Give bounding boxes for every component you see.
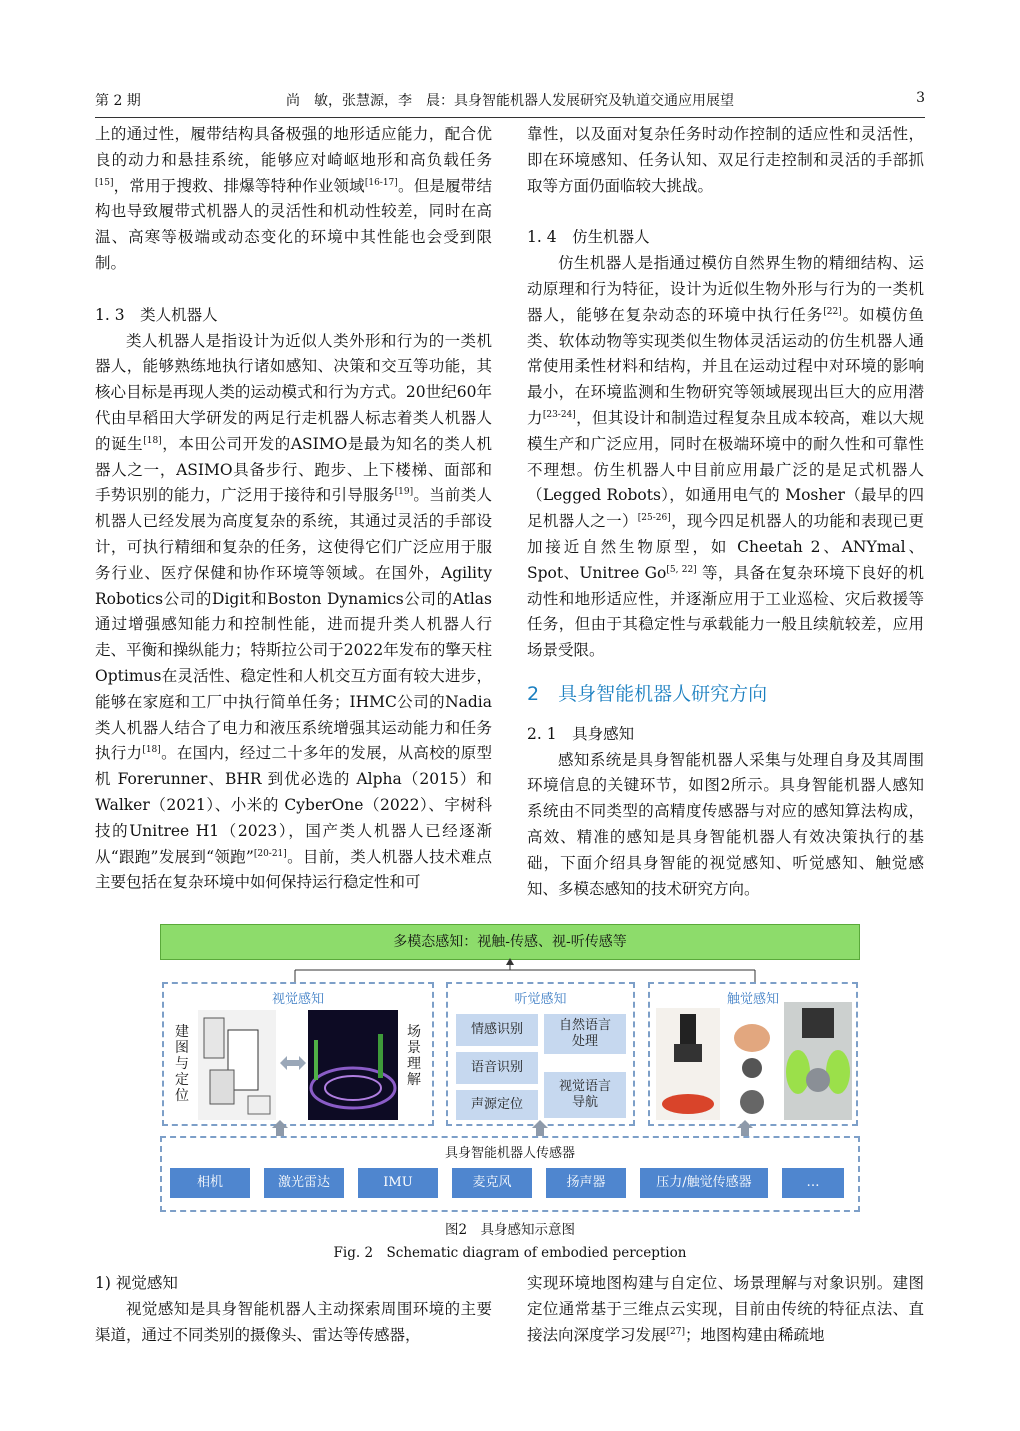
- sensor-box: 压力/触觉传感器: [640, 1168, 768, 1198]
- sensor-box: 激光雷达: [264, 1168, 344, 1198]
- subheading: 1) 视觉感知: [95, 1274, 178, 1292]
- paragraph: 实现环境地图构建与自定位、场景理解与对象识别。建图定位通常基于三维点云实现，目前由传统的特征点法、直接法向深度学习发展[27]；地图构建由稀疏地: [527, 1274, 924, 1344]
- left-column-bottom: [95, 1271, 492, 1348]
- right-column: [527, 122, 924, 902]
- paragraph: 上的通过性，履带结构具备极强的地形适应能力，配合优良的动力和悬挂系统，能够应对崎岖地形和高负载任务[15]，常用于搜救、排爆等特种作业领域[16-17]。但是履带结构也导致履带式机器人的灵活性和机动性较差，同时在高温、高寒等极端或动态变化的环境中其性能也会受到限制。: [95, 125, 492, 272]
- left-column: [95, 122, 492, 896]
- paragraph: 仿生机器人是指通过模仿自然界生物的精细结构、运动原理和行为特征，设计为近似生物外形与行为的一类机器人，能够在复杂动态的环境中执行任务[22]。如模仿鱼类、软体动物等实现类似生物体灵活运动的仿生机器人通常使用柔性材料和结构，并且在运动过程中对环境的影响最小，在环境监测和生物研究等领域展现出巨大的应用潜力[23-24]，但其设计和制造过程复杂且成本较高，难以大规模生产和广泛应用，同时在极端环境中的耐久性和可靠性不理想。仿生机器人中目前应用最广泛的是足式机器人（Legged Robots），如通用电气的 Mosher（最早的四足机器人之一）[25-26]，现今四足机器人的功能和表现已更加接近自然生物原型，如 Cheetah 2、ANYmal、Spot、Unitree Go[5, 22] 等，具备在复杂环境下良好的机动性和地形适应性，并逐渐应用于工业巡检、灾后救援等任务，但由于其稳定性与承载能力一般且续航较差，应用场景受限。: [527, 254, 924, 660]
- sensor-title: 具身智能机器人传感器: [444, 1146, 575, 1161]
- right-column-bottom: [527, 1271, 924, 1348]
- map-image: [198, 1010, 276, 1120]
- chapter-heading: 2 具身智能机器人研究方向: [527, 682, 768, 705]
- sensor-box: 扬声器: [546, 1168, 626, 1198]
- audio-item: 语音识别: [456, 1052, 538, 1084]
- audio-title: 听觉感知: [514, 992, 567, 1007]
- figure-caption-cn: 图2 具身感知示意图: [444, 1222, 576, 1238]
- pointcloud-image: [308, 1010, 398, 1120]
- sensor-box: …: [782, 1168, 844, 1198]
- section-heading: 1. 3 类人机器人: [95, 305, 218, 324]
- touch-title: 触觉感知: [726, 992, 779, 1007]
- sensor-box: 麦克风: [452, 1168, 532, 1198]
- vision-panel: [162, 982, 434, 1126]
- sensor-box: IMU: [358, 1168, 438, 1198]
- vision-title: 视觉感知: [271, 992, 324, 1007]
- arrows-up: [160, 958, 860, 984]
- running-header: [95, 90, 925, 114]
- vision-right-label: 场景理解: [407, 1024, 421, 1088]
- figure-caption-en: Fig. 2 Schematic diagram of embodied perception: [333, 1245, 687, 1261]
- touch-panel: [648, 982, 858, 1126]
- paragraph: 类人机器人是指设计为近似人类外形和行为的一类机器人，能够熟练地执行诸如感知、决策和交互等功能，其核心目标是再现人类的运动模式和行为方式。20世纪60年代由早稻田大学研发的两足行走机器人标志着类人机器人的诞生[18]，本田公司开发的ASIMO是最为知名的类人机器人之一，ASIMO具备步行、跑步、上下楼梯、面部和手势识别的能力，广泛用于接待和引导服务[19]。当前类人机器人已经发展为高度复杂的系统，其通过灵活的手部设计，可执行精细和复杂的任务，这使得它们广泛应用于服务行业、医疗保健和协作环境等领域。在国外，Agility Robotics公司的Digit和Boston Dynamics公司的Atlas通过增强感知能力和控制性能，进而提升类人机器人行走、平衡和操纵能力；特斯拉公司于2022年发布的擎天柱 Optimus在灵活性、稳定性和人机交互方面有较大进步，能够在家庭和工厂中执行简单任务；IHMC公司的Nadia类人机器人结合了电力和液压系统增强其运动能力和任务执行力[18]。在国内，经过二十多年的发展，从高校的原型机 Forerunner、BHR 到优必选的 Alpha（2015）和 Walker（2021）、小米的 CyberOne（2022）、宇树科技的Unitree H1（2023），国产类人机器人已经逐渐从“跟跑”发展到“领跑”[20-21]。目前，类人机器人技术难点主要包括在复杂环境中如何保持运行稳定性和可: [95, 331, 492, 892]
- vision-left-label: 建图与定位: [175, 1024, 189, 1104]
- section-heading: 2. 1 具身感知: [527, 724, 635, 743]
- header-rule: [95, 117, 925, 118]
- header-title: 尚 敏，张慧源，李 晨：具身智能机器人发展研究及轨道交通应用展望: [286, 93, 734, 109]
- paragraph: 视觉感知是具身智能机器人主动探索周围环境的主要渠道，通过不同类别的摄像头、雷达等传感器，: [95, 1299, 492, 1344]
- gripper-image: [656, 1008, 720, 1120]
- audio-item: 声源定位: [456, 1090, 538, 1120]
- sensor-panel: [160, 1136, 860, 1212]
- finger-image: [724, 1008, 780, 1120]
- double-arrow-icon: [280, 1056, 306, 1070]
- audio-item: 情感识别: [456, 1014, 538, 1046]
- page-number: 3: [916, 90, 925, 106]
- issue-number: 第 2 期: [95, 93, 141, 109]
- paragraph: 感知系统是具身智能机器人采集与处理自身及其周围环境信息的关键环节，如图2所示。具身智能机器人感知系统由不同类型的高精度传感器与对应的感知算法构成，高效、精准的感知是具身智能机器人有效决策执行的基础，下面介绍具身智能的视觉感知、听觉感知、触觉感知、多模态感知的技术研究方向。: [527, 750, 924, 898]
- section-heading: 1. 4 仿生机器人: [527, 228, 650, 247]
- sensor-box: 相机: [170, 1168, 250, 1198]
- audio-item: 视觉语言导航: [544, 1072, 626, 1118]
- robot-hand-image: [784, 1002, 852, 1120]
- figure-embodied-perception: [160, 924, 860, 1212]
- audio-panel: [446, 982, 635, 1126]
- audio-item: 自然语言处理: [544, 1014, 626, 1054]
- multimodal-banner: 多模态感知：视触-传感、视-听传感等: [160, 924, 860, 960]
- paragraph: 靠性，以及面对复杂任务时动作控制的适应性和灵活性，即在环境感知、任务认知、双足行走控制和灵活的手部抓取等方面仍面临较大挑战。: [527, 125, 924, 195]
